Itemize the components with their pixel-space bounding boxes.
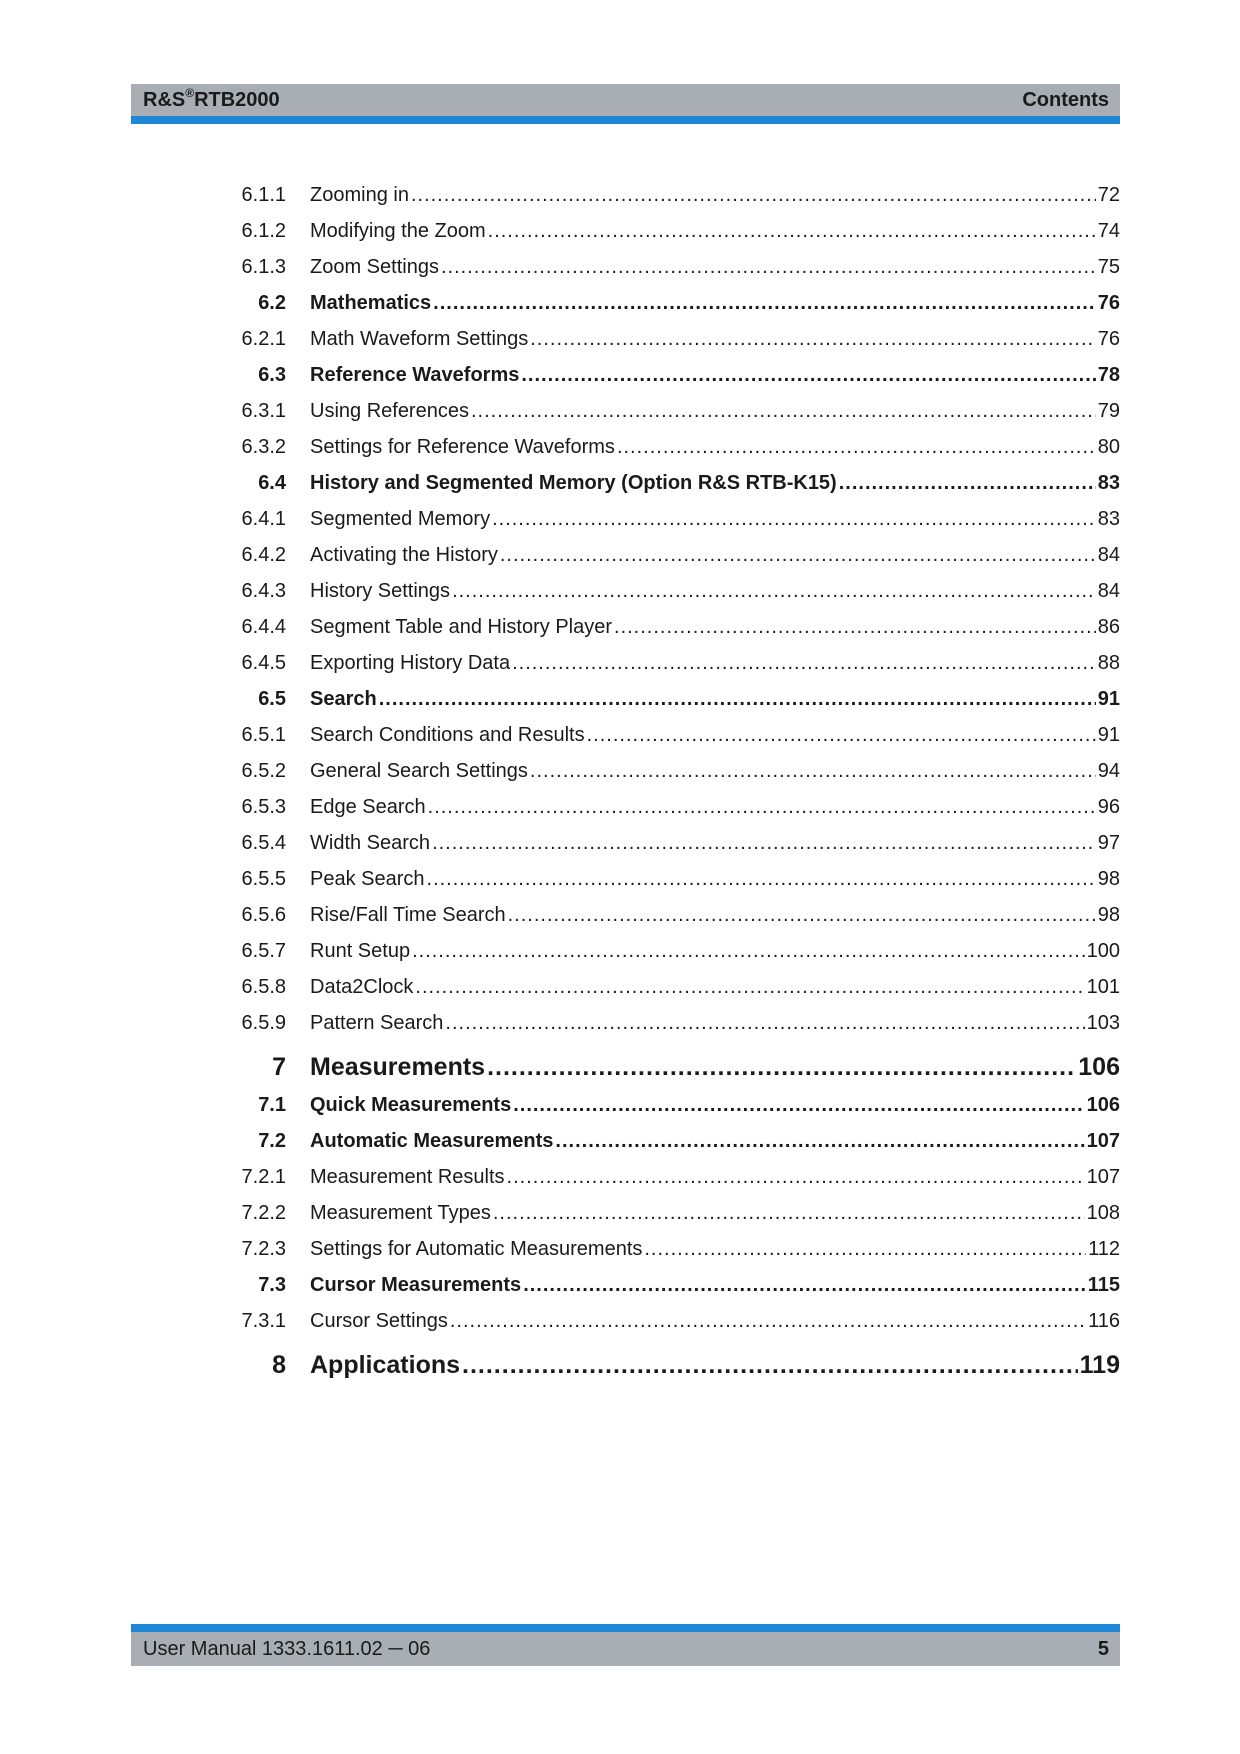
toc-entry[interactable]: [180, 721, 1120, 749]
toc-entry-title: Width Search: [310, 832, 431, 854]
toc-entry-page: 74: [1097, 220, 1120, 242]
toc-entry-leader-dots: [530, 325, 1096, 353]
toc-entry-page: 108: [1086, 1202, 1120, 1224]
toc-entry-page: 75: [1097, 256, 1120, 278]
toc-entry-page: 84: [1097, 544, 1120, 566]
toc-entry-page: 101: [1086, 976, 1120, 998]
toc-entry-number: 6.5: [258, 688, 286, 710]
toc-entry[interactable]: [180, 469, 1120, 497]
header-product: [143, 86, 280, 111]
toc-entry[interactable]: [180, 1235, 1120, 1263]
footer-manual-id: User Manual 1333.1611.02 ─ 06: [143, 1638, 431, 1660]
toc-entry[interactable]: [180, 217, 1120, 245]
toc-entry-leader-dots: [433, 289, 1096, 317]
toc-entry-leader-dots: [379, 685, 1096, 713]
toc-entry[interactable]: [180, 1127, 1120, 1155]
toc-entry[interactable]: [180, 1348, 1120, 1382]
toc-entry-title: Automatic Measurements: [310, 1130, 554, 1152]
toc-entry-number: 7.2: [258, 1130, 286, 1152]
toc-entry-page: 88: [1097, 652, 1120, 674]
toc-entry-page: 100: [1086, 940, 1120, 962]
toc-entry-page: 106: [1086, 1094, 1120, 1116]
toc-entry-number: 7.2.2: [241, 1202, 286, 1224]
toc-entry-number: 6.2: [258, 292, 286, 314]
toc-entry-page: 83: [1097, 472, 1120, 494]
toc-entry-page: 80: [1097, 436, 1120, 458]
toc-entry[interactable]: [180, 865, 1120, 893]
toc-entry-title: History and Segmented Memory (Option R&S RTB-K15): [310, 472, 837, 494]
toc-entry-leader-dots: [452, 577, 1096, 605]
toc-entry-leader-dots: [412, 937, 1085, 965]
toc-entry-page: 78: [1097, 364, 1120, 386]
toc-entry-number: 6.5.4: [241, 832, 286, 854]
toc-entry[interactable]: [180, 1091, 1120, 1119]
header-product-name: RTB2000: [194, 89, 280, 111]
toc-entry[interactable]: [180, 1307, 1120, 1335]
toc-entry-title: Pattern Search: [310, 1012, 444, 1034]
toc-entry[interactable]: [180, 505, 1120, 533]
toc-entry-page: 112: [1088, 1238, 1120, 1260]
toc-entry-title: Peak Search: [310, 868, 425, 890]
toc-entry-title: Zooming in: [310, 184, 409, 206]
toc-entry-leader-dots: [513, 1091, 1084, 1119]
toc-entry-number: 6.5.1: [241, 724, 286, 746]
toc-entry-leader-dots: [530, 757, 1096, 785]
toc-entry[interactable]: [180, 361, 1120, 389]
toc-entry-leader-dots: [462, 1348, 1078, 1382]
toc-entry-title: Segment Table and History Player: [310, 616, 613, 638]
toc-entry-title: Reference Waveforms: [310, 364, 520, 386]
toc-entry-leader-dots: [617, 433, 1096, 461]
toc-entry[interactable]: [180, 1163, 1120, 1191]
toc-entry[interactable]: [180, 541, 1120, 569]
toc-entry-number: 6.5.3: [241, 796, 286, 818]
toc-entry-title: Mathematics: [310, 292, 432, 314]
toc-entry[interactable]: [180, 649, 1120, 677]
toc-entry-title: Measurement Types: [310, 1202, 491, 1224]
toc-entry-number: 7.2.3: [241, 1238, 286, 1260]
toc-entry-leader-dots: [492, 505, 1096, 533]
toc-entry-title: Rise/Fall Time Search: [310, 904, 506, 926]
toc-entry[interactable]: [180, 829, 1120, 857]
toc-entry[interactable]: [180, 973, 1120, 1001]
toc-entry-number: 7.3.1: [241, 1310, 286, 1332]
toc-entry[interactable]: [180, 685, 1120, 713]
toc-entry-leader-dots: [428, 793, 1096, 821]
toc-entry-title: Search: [310, 688, 377, 710]
toc-entry-leader-dots: [523, 1271, 1086, 1299]
toc-entry-number: 6.3: [258, 364, 286, 386]
toc-entry[interactable]: [180, 289, 1120, 317]
toc-entry-title: Settings for Reference Waveforms: [310, 436, 615, 458]
toc-entry[interactable]: [180, 1271, 1120, 1299]
toc-entry-number: 6.5.8: [241, 976, 286, 998]
toc-entry-leader-dots: [493, 1199, 1085, 1227]
toc-entry-number: 6.2.1: [241, 328, 286, 350]
toc-entry[interactable]: [180, 1199, 1120, 1227]
toc-entry[interactable]: [180, 1050, 1120, 1084]
toc-entry-leader-dots: [488, 217, 1096, 245]
toc-entry[interactable]: [180, 937, 1120, 965]
toc-entry-title: Applications: [310, 1351, 461, 1379]
toc-entry-number: 6.3.2: [241, 436, 286, 458]
toc-entry-title: Using References: [310, 400, 469, 422]
toc-entry[interactable]: [180, 793, 1120, 821]
header-section: Contents: [1022, 89, 1109, 111]
toc-entry-page: 106: [1078, 1053, 1120, 1081]
toc-entry-leader-dots: [555, 1127, 1084, 1155]
toc-entry-title: Zoom Settings: [310, 256, 439, 278]
toc-entry-title: Measurements: [310, 1053, 486, 1081]
toc-entry-title: Cursor Measurements: [310, 1274, 522, 1296]
toc-entry-title: History Settings: [310, 580, 451, 602]
toc-entry-title: Data2Clock: [310, 976, 414, 998]
toc-entry-number: 6.1.1: [241, 184, 286, 206]
toc-entry-number: 7.2.1: [241, 1166, 286, 1188]
toc-entry-number: 7: [272, 1053, 286, 1081]
toc-entry-number: 7.3: [258, 1274, 286, 1296]
toc-entry[interactable]: [180, 433, 1120, 461]
toc-entry-title: Edge Search: [310, 796, 426, 818]
toc-entry-leader-dots: [427, 865, 1096, 893]
toc-entry-title: Cursor Settings: [310, 1310, 448, 1332]
toc-entry-leader-dots: [441, 253, 1096, 281]
toc-entry-leader-dots: [450, 1307, 1086, 1335]
toc-entry-page: 76: [1097, 292, 1120, 314]
toc-entry[interactable]: [180, 577, 1120, 605]
toc-entry-page: 98: [1097, 868, 1120, 890]
toc-entry-title: Quick Measurements: [310, 1094, 512, 1116]
toc-entry-title: Search Conditions and Results: [310, 724, 585, 746]
toc-entry-page: 119: [1079, 1351, 1120, 1379]
toc-entry-page: 86: [1097, 616, 1120, 638]
toc-entry-leader-dots: [644, 1235, 1086, 1263]
toc-entry-title: Activating the History: [310, 544, 498, 566]
toc-entry[interactable]: [180, 253, 1120, 281]
toc-entry-page: 91: [1097, 724, 1120, 746]
toc-entry-number: 6.3.1: [241, 400, 286, 422]
toc-entry-leader-dots: [839, 469, 1096, 497]
toc-entry-page: 103: [1086, 1012, 1120, 1034]
toc-entry[interactable]: [180, 397, 1120, 425]
toc-entry-title: Settings for Automatic Measurements: [310, 1238, 643, 1260]
footer-page-number: 5: [1097, 1638, 1109, 1660]
toc-entry-page: 116: [1088, 1310, 1120, 1332]
toc-entry-leader-dots: [521, 361, 1095, 389]
toc-entry-page: 97: [1097, 832, 1120, 854]
toc-entry-leader-dots: [587, 721, 1096, 749]
toc-entry-number: 7.1: [258, 1094, 286, 1116]
toc-entry-number: 6.1.2: [241, 220, 286, 242]
toc-entry-leader-dots: [445, 1009, 1084, 1037]
toc-entry-leader-dots: [507, 1163, 1085, 1191]
header-product-prefix: R&S: [143, 89, 186, 111]
toc-entry-number: 6.5.7: [241, 940, 286, 962]
toc-entry-page: 96: [1097, 796, 1120, 818]
toc-entry-number: 6.1.3: [241, 256, 286, 278]
toc-entry-number: 8: [272, 1351, 286, 1379]
toc-entry-page: 91: [1097, 688, 1120, 710]
toc-entry-number: 6.4.2: [241, 544, 286, 566]
toc-entry-number: 6.4.5: [241, 652, 286, 674]
toc-entry[interactable]: [180, 1009, 1120, 1037]
toc-entry-leader-dots: [487, 1050, 1076, 1084]
toc-entry[interactable]: [180, 757, 1120, 785]
toc-entry-leader-dots: [471, 397, 1096, 425]
toc-entry-leader-dots: [500, 541, 1096, 569]
toc-entry-title: Measurement Results: [310, 1166, 505, 1188]
footer-accent-line: [131, 1624, 1120, 1632]
toc-entry[interactable]: [180, 901, 1120, 929]
toc-entry[interactable]: [180, 613, 1120, 641]
toc-entry-page: 94: [1097, 760, 1120, 782]
toc-entry-title: Runt Setup: [310, 940, 411, 962]
toc-entry-title: Modifying the Zoom: [310, 220, 486, 242]
toc-entry-title: Math Waveform Settings: [310, 328, 529, 350]
toc-entry-leader-dots: [512, 649, 1096, 677]
toc-entry[interactable]: [180, 325, 1120, 353]
toc-entry-page: 76: [1097, 328, 1120, 350]
toc-entry-page: 115: [1087, 1274, 1120, 1296]
toc-entry-leader-dots: [508, 901, 1096, 929]
toc-entry-number: 6.4.4: [241, 616, 286, 638]
toc-entry-page: 84: [1097, 580, 1120, 602]
toc-entry-page: 83: [1097, 508, 1120, 530]
registered-mark: ®: [185, 86, 195, 101]
toc-entry-page: 79: [1097, 400, 1120, 422]
toc-entry-number: 6.4.3: [241, 580, 286, 602]
toc-entry-number: 6.5.5: [241, 868, 286, 890]
toc-entry-leader-dots: [614, 613, 1096, 641]
toc-entry-page: 107: [1086, 1130, 1120, 1152]
toc-entry-title: Segmented Memory: [310, 508, 491, 530]
toc-entry-title: General Search Settings: [310, 760, 528, 782]
toc-entry-page: 107: [1086, 1166, 1120, 1188]
toc-entry-leader-dots: [415, 973, 1084, 1001]
toc-entry-number: 6.4.1: [241, 508, 286, 530]
toc-entry-page: 98: [1097, 904, 1120, 926]
toc-entry[interactable]: [180, 181, 1120, 209]
header-accent-line: [131, 116, 1120, 124]
toc-entry-page: 72: [1097, 184, 1120, 206]
toc-entry-number: 6.5.9: [241, 1012, 286, 1034]
toc-entry-leader-dots: [411, 181, 1096, 209]
toc-entry-number: 6.4: [258, 472, 286, 494]
toc-entry-number: 6.5.6: [241, 904, 286, 926]
toc-entry-title: Exporting History Data: [310, 652, 511, 674]
toc-entry-leader-dots: [432, 829, 1096, 857]
toc-entry-number: 6.5.2: [241, 760, 286, 782]
